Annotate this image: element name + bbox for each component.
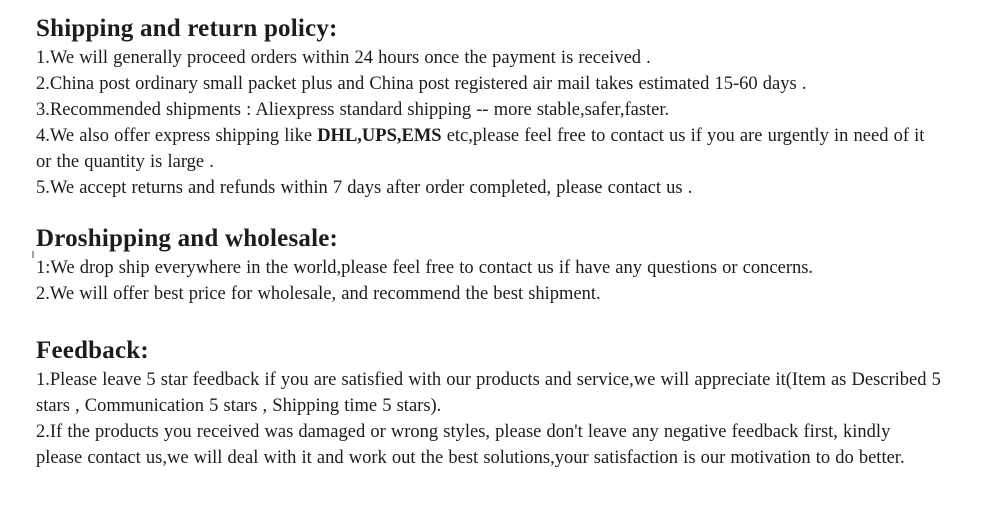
- feedback-heading: Feedback:: [36, 337, 149, 364]
- section-shipping-policy: [36, 13, 941, 201]
- dropshipping-item-2: 2.We will offer best price for wholesale, and recommend the best shipment.: [36, 284, 601, 304]
- shipping-policy-item-4-text: 4.We also offer express shipping like: [36, 126, 318, 146]
- dropshipping-item-1: [36, 255, 941, 281]
- shipping-policy-item-4-text-cont: etc,please feel free to contact us if you are urgently in need of it or the quantity is large .: [36, 126, 925, 172]
- express-carriers-label: DHL,UPS,EMS: [317, 126, 442, 146]
- shipping-policy-item-3: 3.Recommended shipments : Aliexpress standard shipping -- more stable,safer,faster.: [36, 100, 670, 120]
- shipping-policy-heading: Shipping and return policy:: [36, 15, 338, 42]
- policy-content: [36, 13, 941, 471]
- dropshipping-item-1-text: 1:We drop ship everywhere in the world,please feel free to contact us if have any questions or concerns.: [36, 258, 814, 278]
- shipping-policy-item-4: [36, 123, 941, 175]
- section-feedback: [36, 335, 941, 471]
- shipping-policy-item-5: 5.We accept returns and refunds within 7 days after order completed, please contact us .: [36, 178, 693, 198]
- stray-mark: [32, 251, 34, 258]
- shipping-policy-item-2: 2.China post ordinary small packet plus and China post registered air mail takes estimated 15-60 days .: [36, 74, 807, 94]
- feedback-item-1: 1.Please leave 5 star feedback if you are satisfied with our products and service,we will appreciate it(Item as Described 5 stars , Communication 5 stars , Shipping time 5 stars).: [36, 370, 941, 416]
- shipping-policy-item-1: 1.We will generally proceed orders within 24 hours once the payment is received .: [36, 48, 651, 68]
- section-dropshipping-wholesale: [36, 223, 941, 307]
- dropshipping-heading: Droshipping and wholesale:: [36, 225, 339, 252]
- feedback-item-2: 2.If the products you received was damaged or wrong styles, please don't leave any negative feedback first, kindly please contact us,we will deal with it and work out the best solutions,your satisfaction is our motivation to do better.: [36, 422, 905, 468]
